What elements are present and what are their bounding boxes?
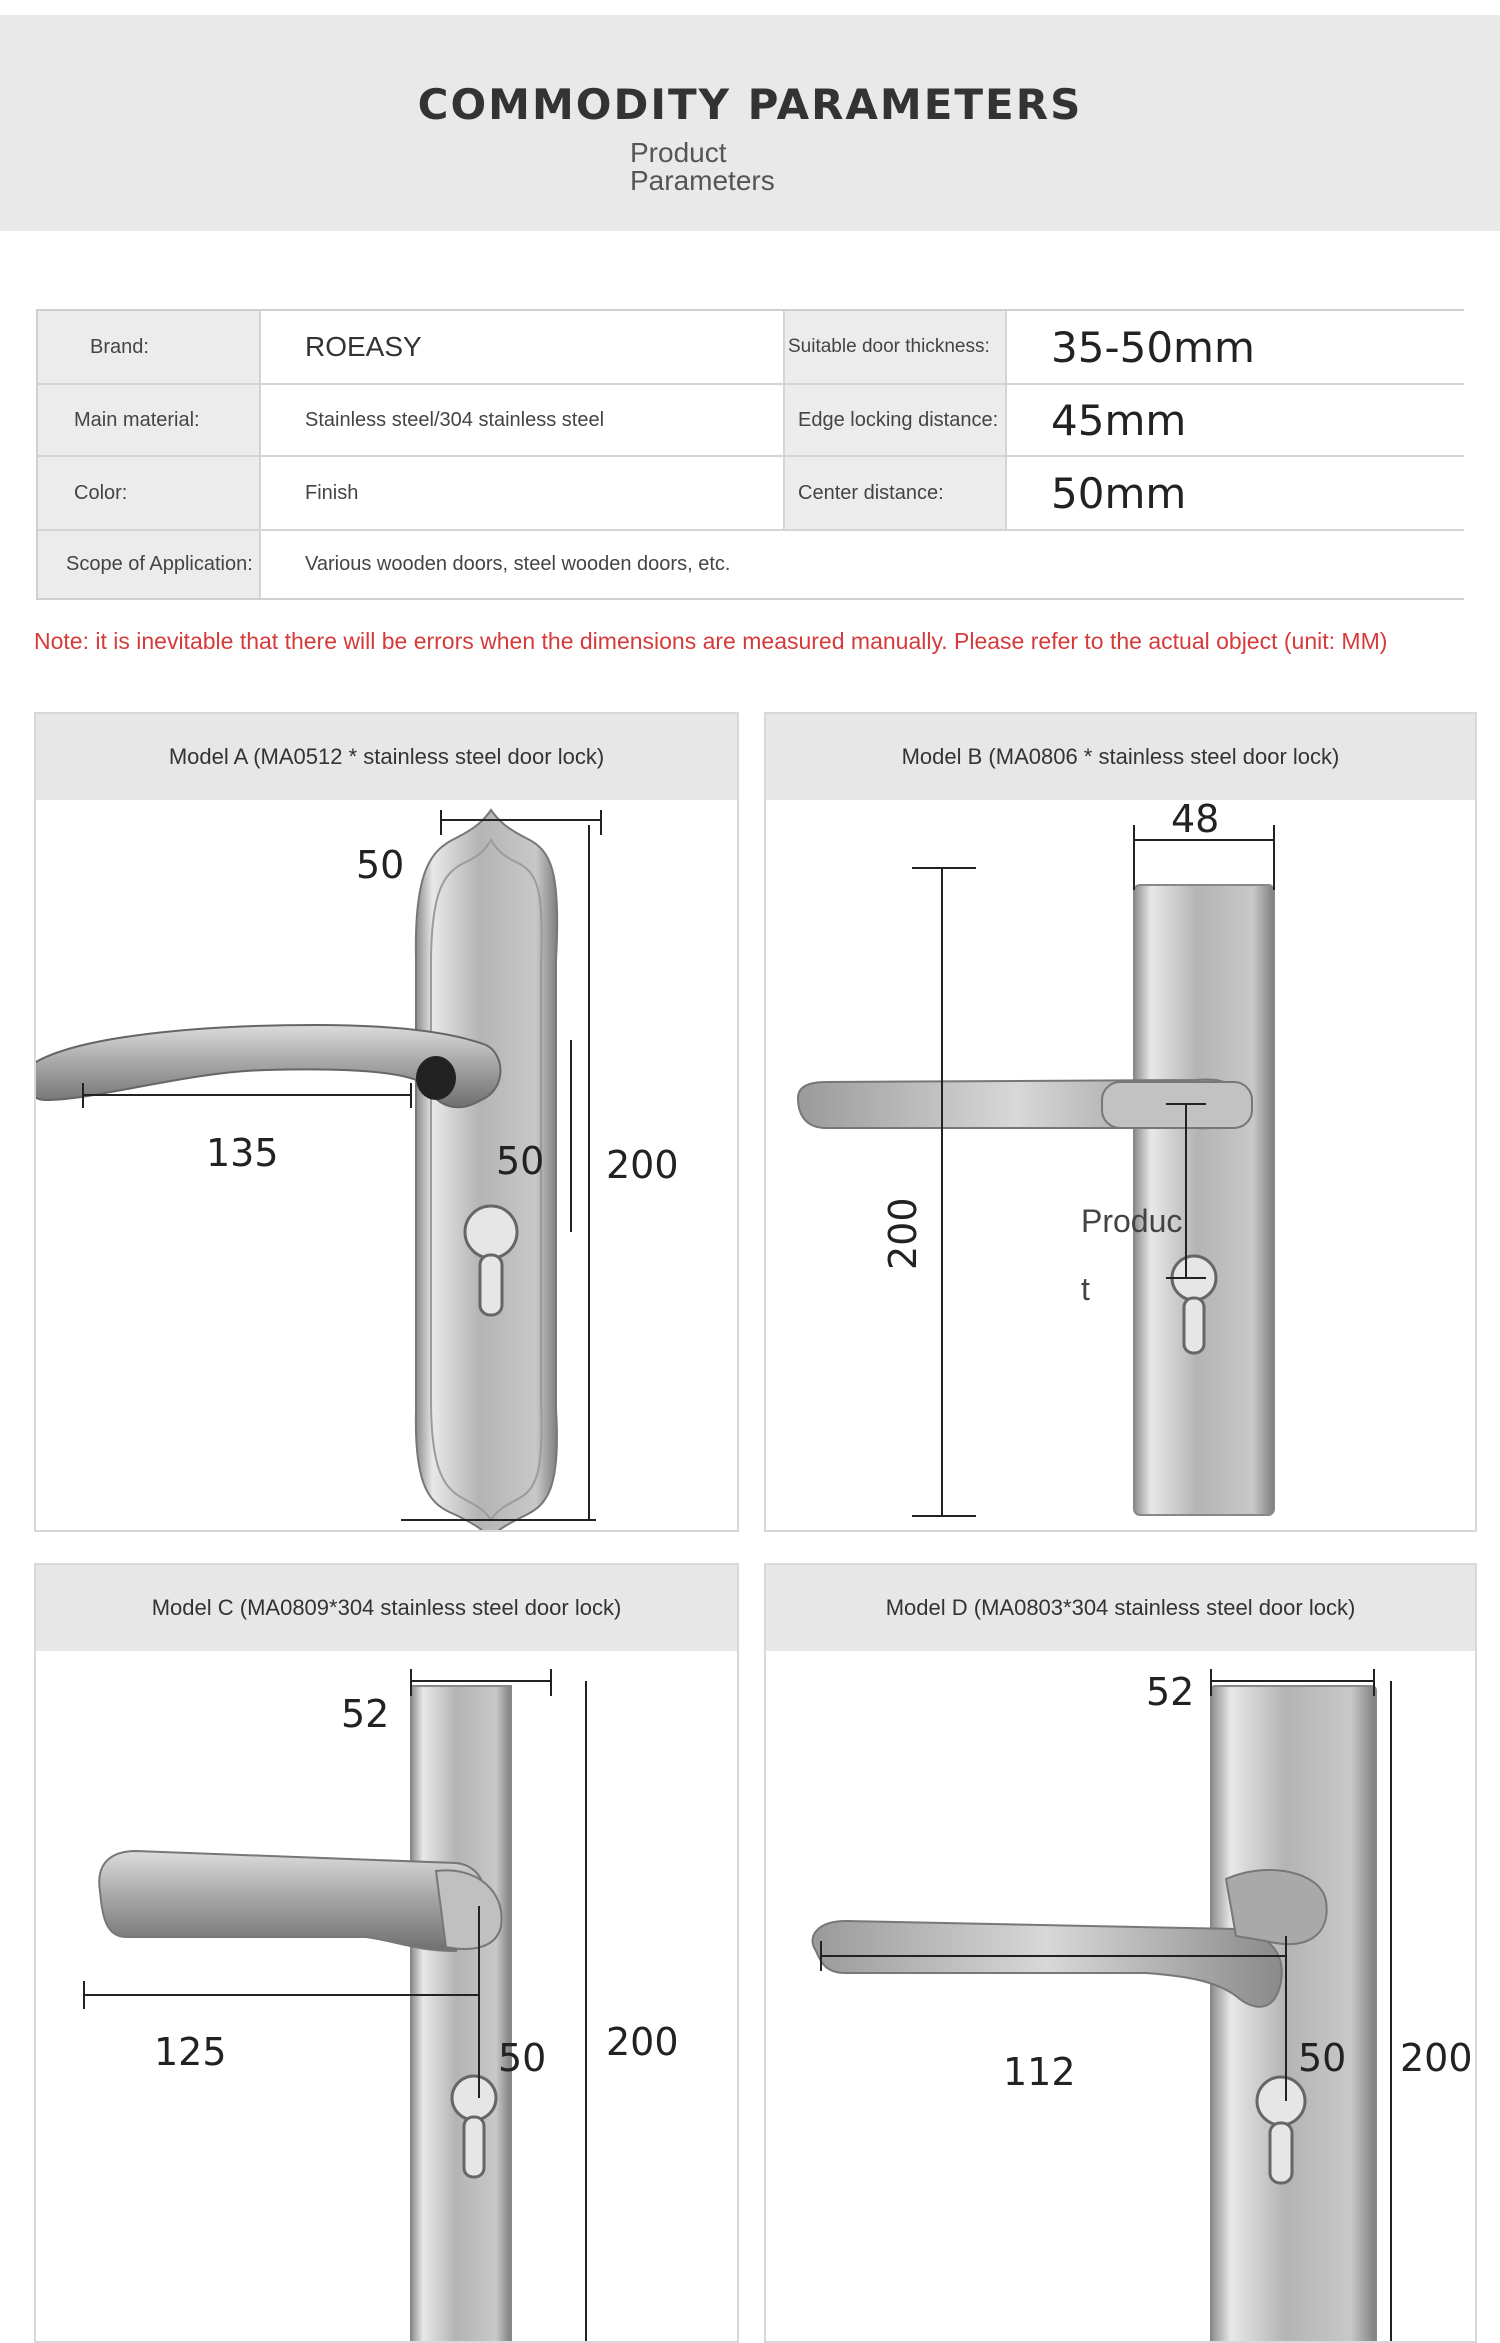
parameter-table	[36, 309, 1464, 600]
table-divider	[783, 311, 785, 529]
page-title: COMMODITY PARAMETERS	[417, 80, 1083, 129]
model-b-panel	[764, 712, 1477, 1532]
measurement-note: Note: it is inevitable that there will be errors when the dimensions are measured manually. Please refer to the actual object (unit: MM)	[34, 628, 1388, 654]
door-thickness-label: Suitable door thickness:	[784, 311, 1006, 383]
edge-locking-value: 45mm	[1006, 385, 1464, 455]
model-c-title: Model C (MA0809*304 stainless steel door lock)	[36, 1565, 737, 1651]
page-subtitle	[630, 139, 850, 195]
cylinder-slot	[1270, 2123, 1292, 2183]
model-b-title: Model B (MA0806 * stainless steel door lock)	[766, 714, 1475, 800]
model-c-illustration	[36, 1651, 739, 2343]
table-divider	[259, 311, 261, 598]
model-d-center-label: 50	[1298, 2036, 1347, 2080]
cylinder-keyhole	[1257, 2077, 1305, 2125]
model-d-height-label: 200	[1400, 2036, 1473, 2080]
watermark-line-1: Produc	[1081, 1203, 1183, 1239]
model-b-illustration	[766, 800, 1477, 1532]
lever-handle	[99, 1851, 484, 1951]
model-a-panel	[34, 712, 739, 1532]
model-a-illustration	[36, 800, 739, 1532]
header-banner	[0, 15, 1500, 231]
model-a-height-label: 200	[606, 1143, 679, 1187]
center-distance-label: Center distance:	[784, 457, 1006, 529]
cylinder-keyhole	[452, 2076, 496, 2120]
model-a-width-label: 50	[356, 843, 405, 887]
table-divider	[38, 529, 1464, 531]
door-thickness-value: 35-50mm	[1006, 311, 1464, 383]
model-c-center-label: 50	[498, 2036, 547, 2080]
material-value: Stainless steel/304 stainless steel	[260, 385, 784, 455]
handle-screw	[416, 1056, 456, 1100]
color-value: Finish	[260, 457, 784, 529]
cylinder-slot	[1184, 1298, 1204, 1353]
table-divider	[38, 455, 1464, 457]
cylinder-slot	[480, 1255, 502, 1315]
model-d-illustration	[766, 1651, 1477, 2343]
model-d-panel	[764, 1563, 1477, 2343]
material-label: Main material:	[38, 385, 260, 455]
edge-locking-label: Edge locking distance:	[784, 385, 1006, 455]
watermark-line-2: t	[1081, 1271, 1090, 1307]
model-a-title: Model A (MA0512 * stainless steel door lock)	[36, 714, 737, 800]
scope-value: Various wooden doors, steel wooden doors, etc.	[260, 531, 1464, 598]
handle-rose	[1226, 1870, 1327, 1944]
scope-label: Scope of Application:	[38, 531, 260, 598]
model-b-width-label: 48	[1171, 800, 1220, 841]
model-c-handle-label: 125	[154, 2030, 227, 2074]
model-a-center-label: 50	[496, 1139, 545, 1183]
model-c-panel	[34, 1563, 739, 2343]
model-a-handle-label: 135	[206, 1131, 279, 1175]
model-d-handle-label: 112	[1003, 2050, 1076, 2094]
color-label: Color:	[38, 457, 260, 529]
model-c-height-label: 200	[606, 2020, 679, 2064]
model-d-title: Model D (MA0803*304 stainless steel door lock)	[766, 1565, 1475, 1651]
lock-plate	[1134, 885, 1274, 1515]
table-divider	[1005, 311, 1007, 529]
subtitle-line-1: Product	[630, 137, 727, 168]
lock-plate	[411, 1686, 511, 2343]
model-d-width-label: 52	[1146, 1670, 1195, 1714]
table-divider	[38, 383, 1464, 385]
cylinder-keyhole	[465, 1206, 517, 1258]
model-b-height-label: 200	[881, 1197, 925, 1270]
subtitle-line-2: Parameters	[630, 165, 775, 196]
lock-plate	[1211, 1686, 1376, 2343]
center-distance-value: 50mm	[1006, 457, 1464, 529]
cylinder-slot	[464, 2117, 484, 2177]
model-c-width-label: 52	[341, 1692, 390, 1736]
brand-value: ROEASY	[260, 311, 784, 383]
brand-label: Brand:	[38, 311, 260, 383]
